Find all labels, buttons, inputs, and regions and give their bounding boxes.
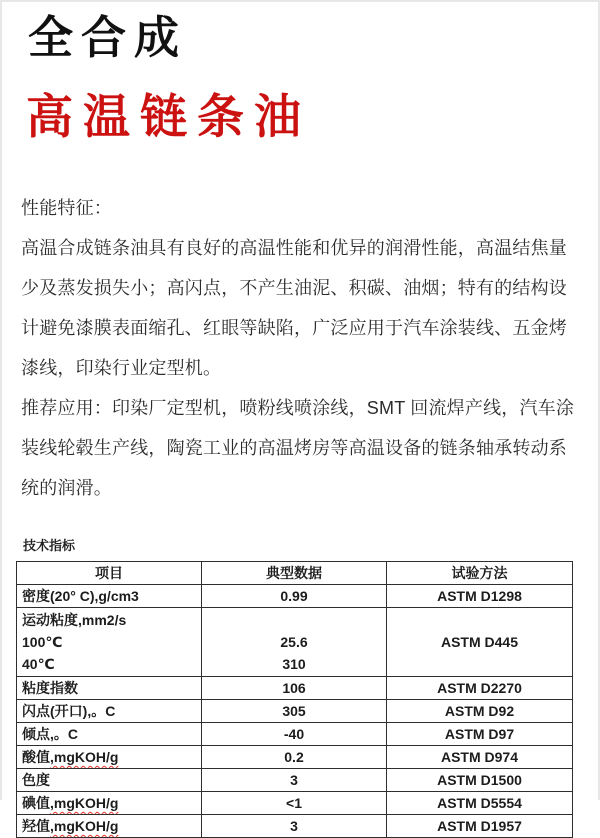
product-name-title: 高温链条油 [26,89,311,143]
spec-item-label: 密度(20° C),g/cm3 [22,587,139,604]
spec-table-row [17,676,573,699]
spec-method-cell: ASTM D445 [387,607,573,676]
spec-item-cell [17,791,202,814]
spec-method-cell: ASTM D5554 [387,791,573,814]
spec-item-line: 100℃ [22,633,63,650]
spec-header-typical-data: 典型数据 [202,561,387,584]
spec-item-label: 碘值 [22,794,50,811]
spec-table-row [17,584,573,607]
spec-item-line: 40℃ [22,655,55,672]
spec-item-label: 闪点(开口),。C [22,702,116,719]
spec-table-row [17,814,573,837]
spec-table-row [17,699,573,722]
spec-value-line [207,609,381,631]
spec-value-cell: 3 [202,814,387,837]
spec-method-cell: ASTM D97 [387,722,573,745]
spec-table-row [17,607,573,676]
spec-item-cell [17,745,202,768]
spec-item-line: 运动粘度,mm2/s [22,611,127,628]
spec-header-test-method: 试验方法 [387,561,573,584]
spec-item-cell [17,768,202,791]
spec-table-header-row [17,561,573,584]
spec-method-cell: ASTM D1298 [387,584,573,607]
spec-item-label: 酸值 [22,748,50,765]
spec-value-cell [202,607,387,676]
spec-item-label: 羟值 [22,817,50,834]
spec-value-cell: 305 [202,699,387,722]
spec-value-cell: 0.2 [202,745,387,768]
spec-item-label: 粘度指数 [22,679,78,696]
spec-table-row [17,791,573,814]
features-heading: 性能特征： [21,197,112,218]
spec-value-cell: 3 [202,768,387,791]
spec-value-line: 310 [282,655,306,672]
spec-method-cell: ASTM D974 [387,745,573,768]
spec-table-row [17,745,573,768]
spec-value-cell: <1 [202,791,387,814]
spec-item-cell [17,584,202,607]
spec-item-unit: ,mgKOH/g [50,794,119,811]
spec-table-row [17,768,573,791]
spec-item-cell [17,607,202,676]
spec-value-cell: 0.99 [202,584,387,607]
spec-item-unit: ,mgKOH/g [50,748,119,765]
spec-value-line: 25.6 [280,633,308,650]
spec-table-title: 技术指标 [23,537,76,553]
spec-method-cell: ASTM D1957 [387,814,573,837]
spec-table-body [17,584,573,837]
spec-item-label: 倾点,。C [22,725,78,742]
applications-paragraph: 推荐应用：印染厂定型机，喷粉线喷涂线，SMT 回流焊产线，汽车涂装线轮毂生产线，陶瓷工业的高温烤房等高温设备的链条轴承转动系统的润滑。 [21,397,575,498]
spec-header-item: 项目 [17,561,202,584]
description-section [21,188,577,508]
spec-item-unit: ,mgKOH/g [50,817,119,834]
spec-table [16,561,573,838]
product-series-title: 全合成 [28,12,188,63]
spec-item-cell [17,722,202,745]
document-body [2,2,598,838]
spec-method-cell: ASTM D1500 [387,768,573,791]
spec-method-cell: ASTM D92 [387,699,573,722]
spec-value-cell: -40 [202,722,387,745]
spec-item-cell [17,676,202,699]
spec-item-cell [17,699,202,722]
spec-item-label: 色度 [22,771,50,788]
spec-table-row [17,722,573,745]
spec-value-cell: 106 [202,676,387,699]
spec-item-cell [17,814,202,837]
spec-method-cell: ASTM D2270 [387,676,573,699]
features-paragraph: 高温合成链条油具有良好的高温性能和优异的润滑性能，高温结焦量少及蒸发损失小；高闪点，不产生油泥、积碳、油烟；特有的结构设计避免漆膜表面缩孔、红眼等缺陷，广泛应用于汽车涂装线、五金烤漆线，印染行业定型机。 [21,237,567,378]
